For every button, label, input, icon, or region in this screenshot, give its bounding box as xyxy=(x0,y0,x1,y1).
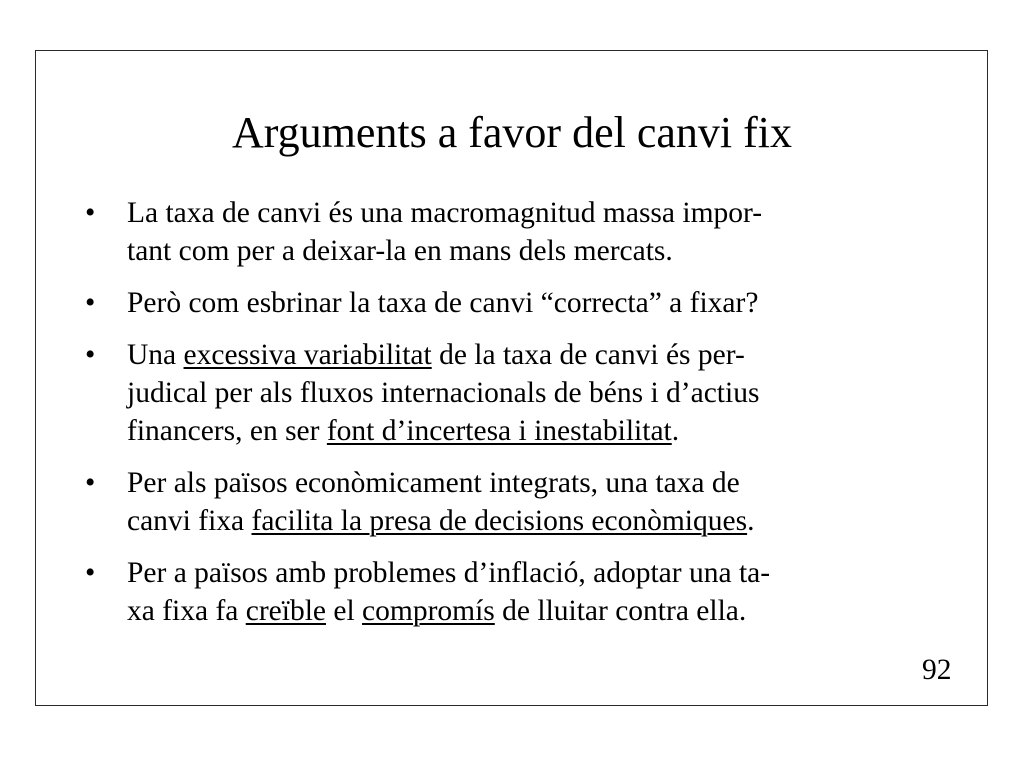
bullet-dot: • xyxy=(85,197,96,229)
bullet-item xyxy=(85,464,945,540)
text-segment: de la taxa de canvi és per- xyxy=(431,339,745,371)
bullet-line xyxy=(127,502,945,540)
text-segment: xa fixa fa xyxy=(127,595,246,627)
slide-title: Arguments a favor del canvi fix xyxy=(231,108,792,157)
text-segment: canvi fixa xyxy=(127,505,252,537)
bullet-item xyxy=(85,194,945,270)
bullet-dot: • xyxy=(85,339,96,371)
underlined-phrase: creïble xyxy=(245,595,326,627)
bullet-line xyxy=(127,194,945,232)
text-segment: judical per als fluxos internacionals de béns i d’actius xyxy=(127,377,760,409)
bullet-dot: • xyxy=(85,557,96,589)
bullet-line xyxy=(127,554,945,592)
page-number: 92 xyxy=(922,654,952,686)
text-segment: Per als països econòmicament integrats, una taxa de xyxy=(127,467,740,499)
bullet-line xyxy=(127,232,945,270)
text-segment: el xyxy=(326,595,363,627)
text-segment: financers, en ser xyxy=(127,415,327,447)
bullet-line xyxy=(127,464,945,502)
bullet-item xyxy=(85,554,945,630)
bullet-item xyxy=(85,336,945,450)
bullet-dot: • xyxy=(85,467,96,499)
bullet-line xyxy=(127,592,945,630)
bullet-line xyxy=(127,412,945,450)
bullet-list xyxy=(85,194,945,644)
text-segment: Però com esbrinar la taxa de canvi “correcta” a fixar? xyxy=(127,287,759,319)
text-segment: tant com per a deixar-la en mans dels mercats. xyxy=(127,235,673,267)
bullet-item xyxy=(85,284,945,322)
text-segment: Per a països amb problemes d’inflació, adoptar una ta- xyxy=(127,557,771,589)
underlined-phrase: compromís xyxy=(362,595,495,627)
bullet-line xyxy=(127,336,945,374)
bullet-dot: • xyxy=(85,287,96,319)
text-segment: . xyxy=(671,415,680,447)
text-segment: Una xyxy=(127,339,184,371)
text-segment: . xyxy=(747,505,755,537)
underlined-phrase: excessiva variabilitat xyxy=(183,339,432,371)
text-segment: de lluitar contra ella. xyxy=(494,595,747,627)
underlined-phrase: font d’incertesa i inestabilitat xyxy=(326,415,672,447)
bullet-line xyxy=(127,284,945,322)
bullet-line xyxy=(127,374,945,412)
text-segment: La taxa de canvi és una macromagnitud massa impor- xyxy=(127,197,763,229)
underlined-phrase: facilita la presa de decisions econòmiques xyxy=(251,505,748,537)
